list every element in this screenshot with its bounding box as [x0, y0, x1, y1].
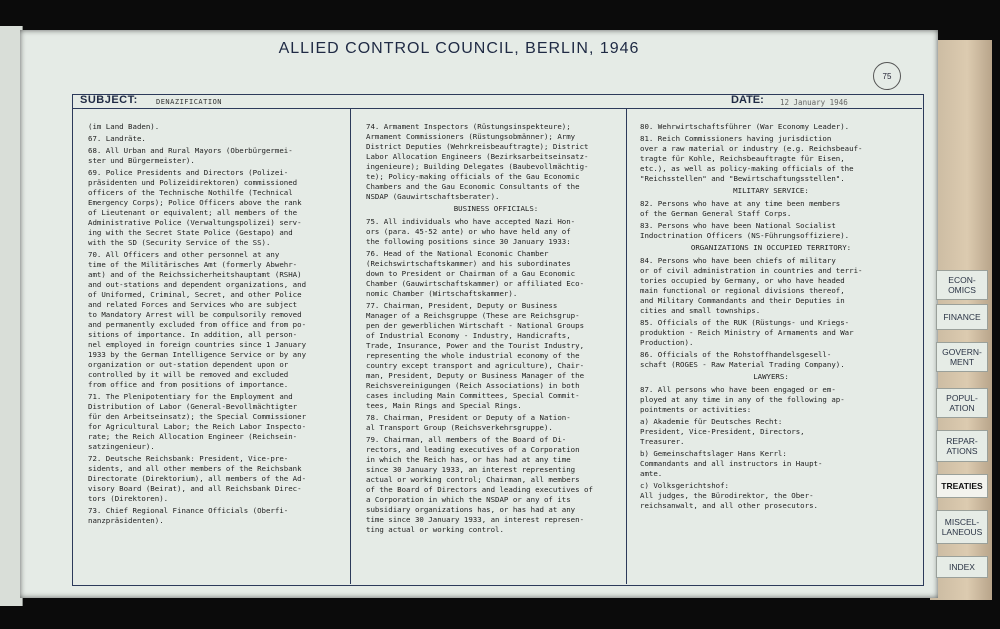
- page-number-badge: 75: [873, 62, 901, 90]
- paragraph: 71. The Plenipotentiary for the Employment and Distribution of Labor (General-Bevollmächtigter für den Arbeitseinsatz); the Special Commissioner for Agricultural Labor; the Reich Labor Inspecto- rate; the Reich Allocation Engineer (Reichsein- satzingenieur).: [88, 392, 307, 451]
- tab-reparations[interactable]: [936, 430, 988, 462]
- paragraph: 82. Persons who have at any time been members of the German General Staff Corps.: [640, 199, 841, 218]
- paragraph: 81. Reich Commissioners having jurisdiction over a raw material or industry (e.g. Reichsbeauf- tragte für Kohle, Reichsbeauftragte für Eisen, etc.), as well as policy-making officials of the "Reichsstellen" and "Bewirtschaftungsstellen".: [640, 134, 863, 183]
- text-column-3: [640, 122, 902, 513]
- tab-economics[interactable]: [936, 270, 988, 300]
- paragraph: 84. Persons who have been chiefs of military or of civil administration in countries and terri- tories occupied by Germany, or who have headed main functional or regional divisions thereof, and Military Commandants and their Deputies in cities and small townships.: [640, 256, 863, 315]
- subject-label: SUBJECT:: [80, 94, 138, 106]
- tab-label: MISCEL- LANEOUS: [941, 517, 983, 537]
- paragraph: 75. All individuals who have accepted Nazi Hon- ors (para. 45-52 ante) or who have held any of the following positions since 30 January 1933:: [366, 217, 576, 246]
- section-heading: MILITARY SERVICE:: [733, 186, 809, 195]
- paragraph: 72. Deutsche Reichsbank: President, Vice-pre- sidents, and all other members of the Reichsbank Directorate (Direktorium), all members of the Ad- visory Board (Beirat), and all Reichsbank Direc- tors (Direktoren).: [88, 454, 307, 503]
- date-value: 12 January 1946: [780, 98, 848, 107]
- paragraph: 87. All persons who have been engaged or em- ployed at any time in any of the following ap- pointments or activities:: [640, 385, 845, 414]
- paragraph: 86. Officials of the Rohstoffhandelsgesell- schaft (ROGES - Raw Material Trading Company).: [640, 350, 845, 369]
- tab-miscellaneous[interactable]: [936, 510, 988, 544]
- paragraph: (im Land Baden).: [88, 122, 160, 131]
- tab-finance[interactable]: [936, 304, 988, 330]
- text-column-2: [366, 122, 626, 537]
- tab-treaties[interactable]: [936, 474, 988, 498]
- section-heading: BUSINESS OFFICIALS:: [453, 204, 539, 213]
- tab-population[interactable]: [936, 388, 988, 418]
- tab-label: TREATIES: [941, 481, 983, 491]
- tab-label: REPAR- ATIONS: [946, 436, 978, 456]
- paragraph: 79. Chairman, all members of the Board of Di- rectors, and leading executives of a Corporation in which the Reich has, or has had at any time since 30 January 1933, an interest representing actual or working control; Chairman, all members of the Board of Directors and leading executives of a Corporation in which the NSDAP or any of its subsidiary organizations has, or has had at any time since 30 January 1933, an interest represen- ting actual or working control.: [366, 435, 593, 534]
- tab-label: FINANCE: [943, 312, 981, 322]
- document-title: ALLIED CONTROL COUNCIL, BERLIN, 1946: [278, 40, 640, 57]
- paragraph: c) Volksgerichtshof: All judges, the Bürodirektor, the Ober- reichsanwalt, and all other prosecutors.: [640, 481, 818, 510]
- paragraph: 77. Chairman, President, Deputy or Business Manager of a Reichsgruppe (These are Reichsgrup- pen der gewerblichen Wirtschaft - National Groups of Industrial Economy - Industry, Handicrafts, Trade, Insurance, Power and the Tourist Industry, representing the whole industrial economy of the country except transport and agriculture), Chair- man, President, Deputy or Business Manager of the Reichsvereinigungen (Reich Associations) in both cases including Main Committees, Special Commit- tees, Main Rings and Special Rings.: [366, 301, 585, 410]
- tab-label: INDEX: [949, 562, 975, 572]
- paragraph: b) Gemeinschaftslager Hans Kerrl: Commandants and all instructors in Haupt- amte.: [640, 449, 823, 478]
- subject-value: DENAZIFICATION: [156, 98, 223, 106]
- column-divider: [350, 108, 351, 584]
- text-column-1: [88, 122, 350, 528]
- paragraph: 67. Landräte.: [88, 134, 146, 143]
- paragraph: 76. Head of the National Economic Chamber (Reichswirtschaftskammer) and his subordinates down to President or Chairman of a Gau Economic Chamber (Gauwirtschaftskammer) or affiliated Eco- nomic Chamber (Wirtschaftskammer).: [366, 249, 585, 298]
- paragraph: 80. Wehrwirtschaftsführer (War Economy Leader).: [640, 122, 850, 131]
- paragraph: 78. Chairman, President or Deputy of a Nation- al Transport Group (Reichsverkehrsgruppe).: [366, 413, 571, 432]
- tab-index[interactable]: [936, 556, 988, 578]
- tab-government[interactable]: [936, 342, 988, 372]
- paragraph: 85. Officials of the RUK (Rüstungs- und Kriegs- produktion - Reich Ministry of Armaments and War Production).: [640, 318, 854, 347]
- tab-label: ECON- OMICS: [948, 275, 976, 295]
- date-label: DATE:: [731, 94, 764, 106]
- paragraph: 83. Persons who have been National Socialist Indoctrination Officers (NS-Führungsoffiziere).: [640, 221, 850, 240]
- column-divider: [626, 108, 627, 584]
- paragraph: 69. Police Presidents and Directors (Polizei- präsidenten und Polizeidirektoren) commissioned officers of the Technische Nothilfe (Technical Emergency Corps); Police Officers above the rank of Lieutenant or equivalent; all members of the Administrative Police (Verwaltungspolizei) serv- ing with the Secret State Police (Gestapo) and with the SD (Security Service of the SS).: [88, 168, 302, 247]
- section-heading: ORGANIZATIONS IN OCCUPIED TERRITORY:: [690, 243, 852, 252]
- section-heading: LAWYERS:: [753, 372, 789, 381]
- paragraph: 73. Chief Regional Finance Officials (Oberfi- nanzpräsidenten).: [88, 506, 289, 525]
- paragraph: 74. Armament Inspectors (Rüstungsinspekteure); Armament Commissioners (Rüstungsobmänner); Army District Deputies (Wehrkreisbeauftragte); District Labor Allocation Engineers (Bezirksarbeitseinsatz- ingenieure); Building Delegates (Baubevollmächtig- te); Policy-making officials of the Gau Economic Chambers and the Gau Economic Consultants of the NSDAP (Gauwirtschaftsberater).: [366, 122, 589, 201]
- paragraph: 68. All Urban and Rural Mayors (Oberbürgermei- ster und Bürgermeister).: [88, 146, 293, 165]
- paragraph: a) Akademie für Deutsches Recht: President, Vice-President, Directors, Treasurer.: [640, 417, 805, 446]
- paragraph: 70. All Officers and other personnel at any time of the Militärisches Amt (formerly Abwehr- amt) and of the Reichssicherheitshauptamt (RSHA) and out-stations and dependent organizations, and of Uniformed, Criminal, Secret, and other Police and related Forces and Services who are subject to Mandatory Arrest will be compulsorily removed and permanently excluded from office and from po- sitions of importance. In addition, all person- nel employed in foreign countries since 1 January 1933 by the German Intelligence Service or by any organization or out-station dependent upon or controlled by it will be removed and excluded from office and from positions of importance.: [88, 250, 307, 389]
- tab-label: POPUL- ATION: [946, 393, 978, 413]
- tab-label: GOVERN- MENT: [942, 347, 982, 367]
